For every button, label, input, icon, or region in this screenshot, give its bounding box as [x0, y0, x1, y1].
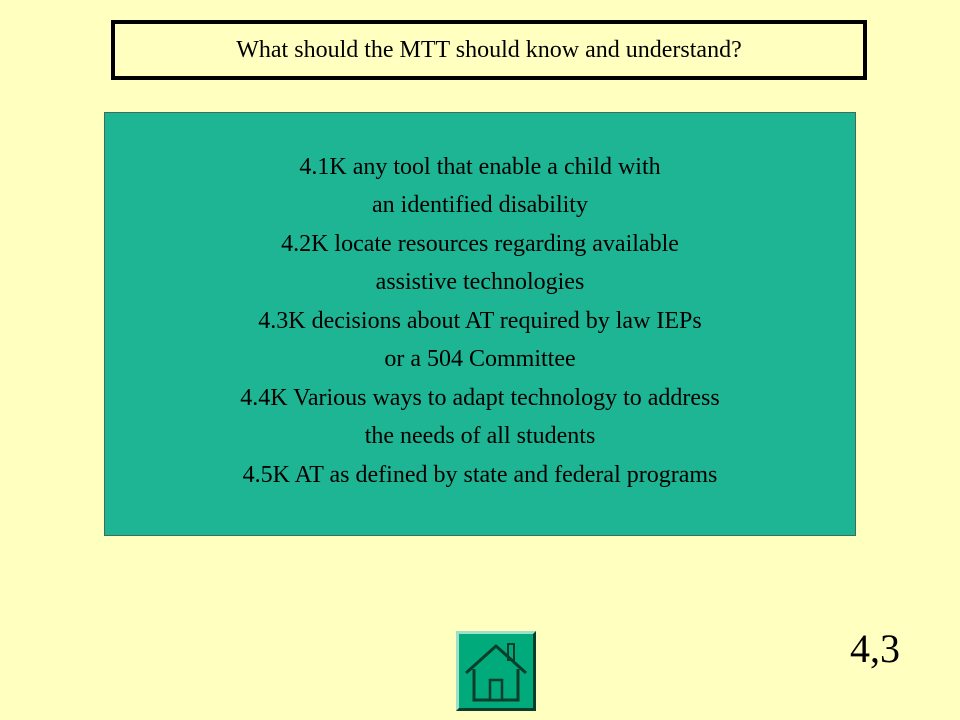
answer-line: 4.5K AT as defined by state and federal programs [242, 461, 718, 488]
answer-line: 4.1K any tool that enable a child with [299, 153, 661, 180]
home-icon [459, 634, 533, 708]
answer-line: assistive technologies [375, 269, 585, 296]
slide-number: 4,3 [850, 626, 900, 671]
answer-box [104, 112, 856, 536]
answer-line: 4.2K locate resources regarding available [281, 230, 679, 257]
answer-line: 4.4K Various ways to adapt technology to address [240, 384, 720, 411]
question-text: What should the MTT should know and understand? [236, 36, 742, 63]
home-button[interactable] [456, 631, 536, 711]
answer-line: the needs of all students [364, 423, 596, 450]
answer-line: an identified disability [372, 192, 588, 219]
question-box [111, 20, 867, 80]
answer-line: or a 504 Committee [384, 346, 576, 373]
answer-line: 4.3K decisions about AT required by law IEPs [258, 307, 702, 334]
